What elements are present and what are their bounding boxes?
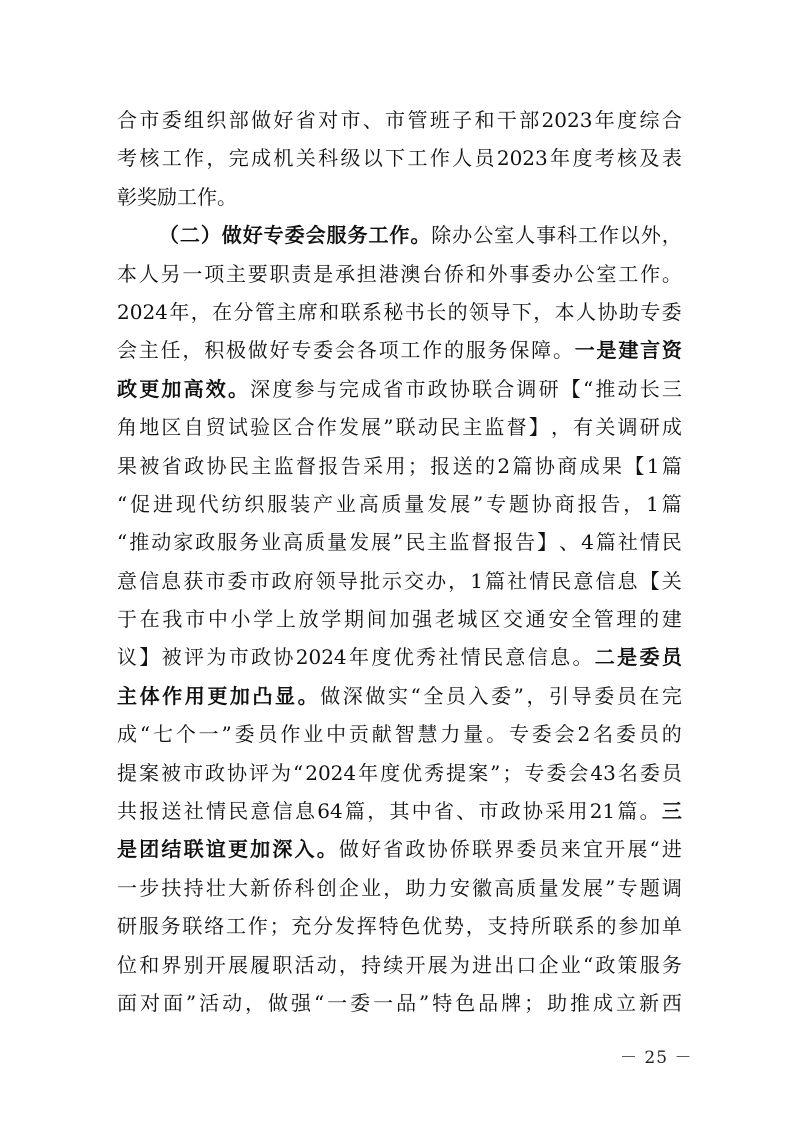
text-line: 意 信 息 获 市 委 市 政 府 领 导 批 示 交 办 ， 1 篇 社 情 民 意 信 息 【 关	[117, 568, 682, 593]
text-line: 于 在 我 市 中 小 学 上 放 学 期 间 加 强 老 城 区 交 通 安 全 管 理 的 建	[117, 607, 682, 632]
text-line: 面 对 面 ” 活 动 ， 做 强 “ 一 委 一 品 ” 特 色 品 牌 ； 助 推 成 立 新 西	[117, 990, 682, 1015]
text-line: 研 服 务 联 络 工 作 ； 充 分 发 挥 特 色 优 势 ， 支 持 所 联 系 的 参 加 单	[117, 914, 682, 939]
text-line: 位 和 界 别 开 展 履 职 活 动 ， 持 续 开 展 为 进 出 口 企 业 “ 政 策 服 务	[117, 952, 682, 977]
text-line: “ 推 动 家 政 服 务 业 高 质 量 发 展 ” 民 主 监 督 报 告 】 、 4 篇 社 情 民	[117, 530, 682, 555]
text-line: 角 地 区 自 贸 试 验 区 合 作 发 展 ” 联 动 民 主 监 督 】 ， 有 关 调 研 成	[117, 415, 682, 440]
text-line: 政 更 加 高 效 。 深 度 参 与 完 成 省 市 政 协 联 合 调 研 【 “ 推 动 长 三	[117, 376, 682, 401]
text-line: 共 报 送 社 情 民 意 信 息 64 篇 ， 其 中 省 、 市 政 协 采 用 21 篇 。 三	[117, 799, 682, 824]
text-line: 本 人 另 一 项 主 要 职 责 是 承 担 港 澳 台 侨 和 外 事 委 办 公 室 工 作 。	[117, 261, 682, 286]
text-line: 合 市 委 组 织 部 做 好 省 对 市 、 市 管 班 子 和 干 部 2023 年 度 综 合	[117, 108, 682, 132]
text-line: 是 团 结 联 谊 更 加 深 入 。 做 好 省 政 协 侨 联 界 委 员 来 宜 开 展 “ 进	[117, 837, 682, 862]
text-line: 会 主 任 ， 积 极 做 好 专 委 会 各 项 工 作 的 服 务 保 障 。 一 是 建 言 资	[117, 338, 682, 363]
page-number: － 25 －	[620, 1048, 693, 1068]
text-line: 成 “ 七 个 一 ” 委 员 作 业 中 贡 献 智 慧 力 量 。 专 委 会 2 名 委 员 的	[117, 722, 682, 747]
text-line: 考 核 工 作 ， 完 成 机 关 科 级 以 下 工 作 人 员 2023 年 度 考 核 及 表	[117, 146, 682, 171]
text-line: （ 二 ） 做 好 专 委 会 服 务 工 作 。 除 办 公 室 人 事 科 工 作 以 外 ，	[158, 223, 682, 248]
text-line: “ 促 进 现 代 纺 织 服 装 产 业 高 质 量 发 展 ” 专 题 协 商 报 告 ， 1 篇	[117, 491, 682, 516]
text-line: 果 被 省 政 协 民 主 监 督 报 告 采 用 ； 报 送 的 2 篇 协 商 成 果 【 1 篇	[117, 453, 682, 478]
text-line: 一 步 扶 持 壮 大 新 侨 科 创 企 业 ， 助 力 安 徽 高 质 量 发 展 ” 专 题 调	[117, 875, 682, 900]
text-line: 2024 年 ， 在 分 管 主 席 和 联 系 秘 书 长 的 领 导 下 ， 本 人 协 助 专 委	[117, 299, 682, 324]
text-line: 主 体 作 用 更 加 凸 显 。 做 深 做 实 “ 全 员 入 委 ” ， 引 导 委 员 在 完	[117, 683, 682, 708]
text-line: 议 】 被 评 为 市 政 协 2024 年 度 优 秀 社 情 民 意 信 息 。 二 是 委 员	[117, 645, 682, 670]
text-line: 提 案 被 市 政 协 评 为 “ 2024 年 度 优 秀 提 案 ” ； 专 委 会 43 名 委 员	[117, 760, 682, 785]
text-line: 彰 奖 励 工 作 。	[117, 184, 237, 209]
body-text	[117, 101, 682, 1022]
